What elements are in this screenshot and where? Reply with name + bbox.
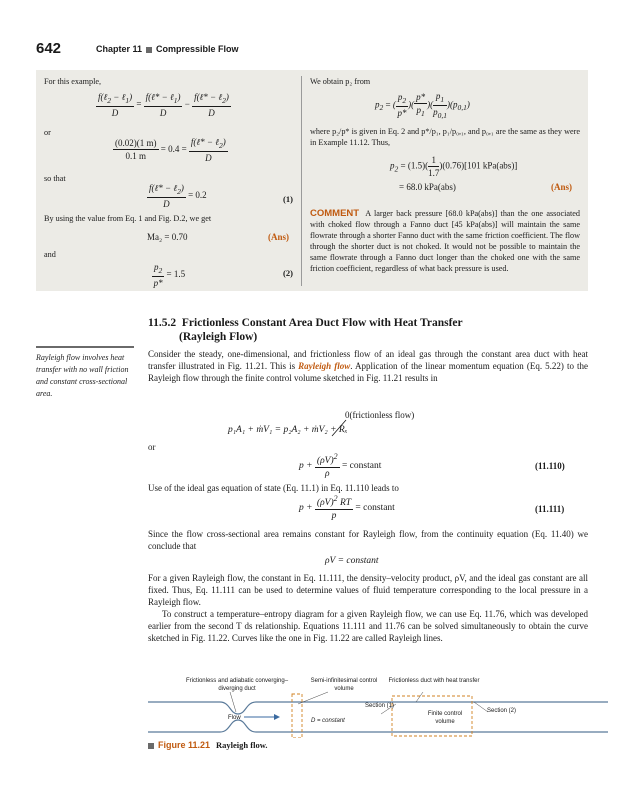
eq-den-value: 1.7 — [428, 168, 440, 178]
figure-label-heat: Frictionless duct with heat transfer — [388, 678, 480, 684]
header-square-icon — [146, 47, 152, 53]
where-text: where p₂/p* is given in Eq. 2 and p*/p₁, p₁/p₀,₁, and p₀,₁ are the same as they were in Example 11.12. Thus, — [310, 127, 580, 147]
margin-note-rule — [36, 346, 134, 348]
example-sentence: By using the value from Eq. 1 and Fig. D.2, we get — [44, 214, 212, 223]
eq-b-mid: = 0.4 = — [160, 143, 187, 154]
equation-number-1: (1) — [283, 194, 293, 204]
frictionless-annotation: 0(frictionless flow) — [345, 410, 415, 420]
paragraph-1-b: . Application of the linear momentum equation (Eq. 5.22) to the Rayleigh flow through the finite control volume sketched in Fig. 11.21 results in — [148, 361, 588, 383]
equation-p2-product: $p_2$ = ( $\frac{p_2}{p*}$ )( $\frac{p*}{p_1}$ )( $\frac{p_1}{p_{0,1}}$ )$(p_{0,1})$ — [375, 91, 470, 120]
eq111-rhs: = constant — [355, 502, 395, 513]
paragraph-5: To construct a temperature–entropy diagram for a given Rayleigh flow, we can use Eq. 11.76, which was developed earlier from the second T ds relationship. Equations 11.111 and 11.76 can be solved simultaneously to obtain the curve sketched in Fig. 11.22. Curves like the one in Fig. 11.22 are called Rayleigh lines. — [148, 609, 588, 643]
comment-text: A larger back pressure [68.0 kPa(abs)] than the one associated with choked flow through a Fanno duct [45 kPa(abs)] will maintain the same flowrate through a shorter Fanno duct with the same friction coefficient. The flow through the shorter duct is not choked. It would not be possible to maintain the same flowrate through a Fanno duct longer than the choked one with the same friction coefficient, regardless of what back pressure is used. — [310, 209, 580, 273]
paragraph-1 — [148, 348, 588, 384]
eq-tail: (0.76)[101 kPa(abs)] — [442, 160, 518, 171]
mach-result: Ma₂ = 0.70 — [147, 232, 188, 242]
eq-d-rhs: = 1.5 — [166, 268, 186, 279]
equation-number-2: (2) — [283, 268, 293, 278]
answer-label-right-text: (Ans) — [551, 182, 573, 192]
figure-label-finite-cv: Finite control volume — [427, 711, 463, 725]
eq-c-rhs: = 0.2 — [188, 189, 207, 200]
figure-label-nozzle: Frictionless and adiabatic converging–diverging duct — [185, 678, 289, 692]
eq110-rhs: = constant — [341, 460, 382, 471]
duct-lower-wall — [148, 720, 608, 732]
section-title — [148, 316, 463, 344]
eq-rhs-values: (1.5) — [407, 160, 426, 171]
equation-pressure-ratio: $\frac{p_2}{p*}$ = 1.5 — [153, 262, 186, 288]
chapter-label: Chapter 11 — [96, 44, 143, 54]
flow-arrow-head-icon — [274, 714, 280, 720]
eq-b-den: 0.1 m — [125, 151, 146, 162]
margin-note-text: Rayleigh flow involves heat transfer with no wall friction and constant cross-sectional area. — [36, 353, 129, 398]
section-number: 11.5.2 — [148, 317, 177, 329]
equation-number-11-110: (11.110) — [535, 461, 565, 471]
equation-numeric: $\frac{(0.02)(1 m)}{0.1 m}$ = 0.4 = $\frac{f(\ell* - \ell_2)}{D}$ — [115, 137, 226, 163]
or-text-2: or — [148, 442, 156, 452]
figure-label-flow: Flow — [228, 715, 241, 721]
heat-leader-line — [416, 692, 423, 702]
paragraph-3: Since the flow cross-sectional area remains constant for Rayleigh flow, from the continuity equation (Eq. 11.40) we conclude that — [148, 529, 588, 551]
figure-label-section1: Section (1) — [365, 703, 395, 709]
paragraph-4: For a given Rayleigh flow, the constant in Eq. 11.111, the density–velocity product, ρV, and the ideal gas constant are all fixed. Thus, Eq. 11.111 can be used to determine values of fluid temperature corresponding to the local pressure in a Rayleigh flow. — [148, 573, 588, 607]
figure-caption — [148, 740, 268, 750]
section-title-line1: Frictionless Constant Area Duct Flow with Heat Transfer — [181, 317, 463, 329]
obtain-text: We obtain p₂ from — [310, 77, 371, 86]
so-that-text: so that — [44, 174, 66, 183]
equation-11-111: p + $\frac{(\rho V)^2 RT}{p}$ = constant — [299, 494, 395, 522]
answer-label-right — [551, 182, 572, 192]
chapter-title: Compressible Flow — [156, 44, 239, 54]
or-text-1: or — [44, 128, 51, 137]
margin-note — [36, 352, 134, 400]
eq-b-num: (0.02)(1 m) — [115, 138, 157, 149]
page-number: 642 — [36, 40, 62, 57]
equation-fanno-ratio: $\frac{f(\ell_2 - \ell_1)}{D}$ = $\frac{f(\ell* - \ell_1)}{D}$ − $\frac{f(\ell* - \ell_2)}{D}$ — [98, 92, 229, 118]
paragraph-2: Use of the ideal gas equation of state (Eq. 11.1) in Eq. 11.110 leads to — [148, 483, 399, 493]
rayleigh-flow-diagram — [148, 690, 608, 738]
rayleigh-flow-keyword: Rayleigh flow — [298, 361, 351, 371]
and-text: and — [44, 250, 56, 259]
section-title-line2: (Rayleigh Flow) — [179, 331, 258, 343]
equation-11-110: p + $\frac{(\rho V)^2}{\rho}$ = constant — [299, 452, 382, 480]
section2-leader-line — [474, 702, 488, 712]
continuity-equation: ρV = constant — [325, 556, 379, 566]
caption-square-icon — [148, 743, 154, 749]
figure-caption-label: Figure 11.21 — [158, 740, 211, 750]
momentum-equation: p₁A₁ + ṁV₁ = p₂A₂ + ṁV₂ + Rₓ — [228, 425, 348, 435]
figure-label-section2: Section (2) — [487, 708, 517, 714]
running-header — [96, 44, 239, 54]
figure-label-d-constant: D = constant — [311, 718, 345, 724]
equation-result-1: $\frac{f(\ell* - \ell_2)}{D}$ = 0.2 — [149, 183, 207, 209]
answer-label-left: (Ans) — [268, 232, 290, 242]
figure-caption-text: Rayleigh flow. — [216, 740, 268, 750]
equation-number-11-111: (11.111) — [535, 504, 565, 514]
box-divider — [301, 76, 302, 286]
paragraph-1-a: Consider the steady, one-dimensional, and frictionless flow of an ideal gas through the constant area duct with heat transfer illustrated in Fig. 11.21. This is — [148, 349, 588, 371]
comment-paragraph — [310, 208, 580, 274]
equation-p2-numeric: $p_2 = (1.5)$( $\frac{1}{1.7}$ )(0.76)[101 kPa(abs)] — [390, 155, 518, 178]
p2-result: = 68.0 kPa(abs) — [399, 182, 456, 192]
comment-label: COMMENT — [310, 208, 360, 219]
figure-label-cv: Semi-infinitesimal control volume — [310, 678, 378, 692]
example-intro: For this example, — [44, 77, 102, 86]
